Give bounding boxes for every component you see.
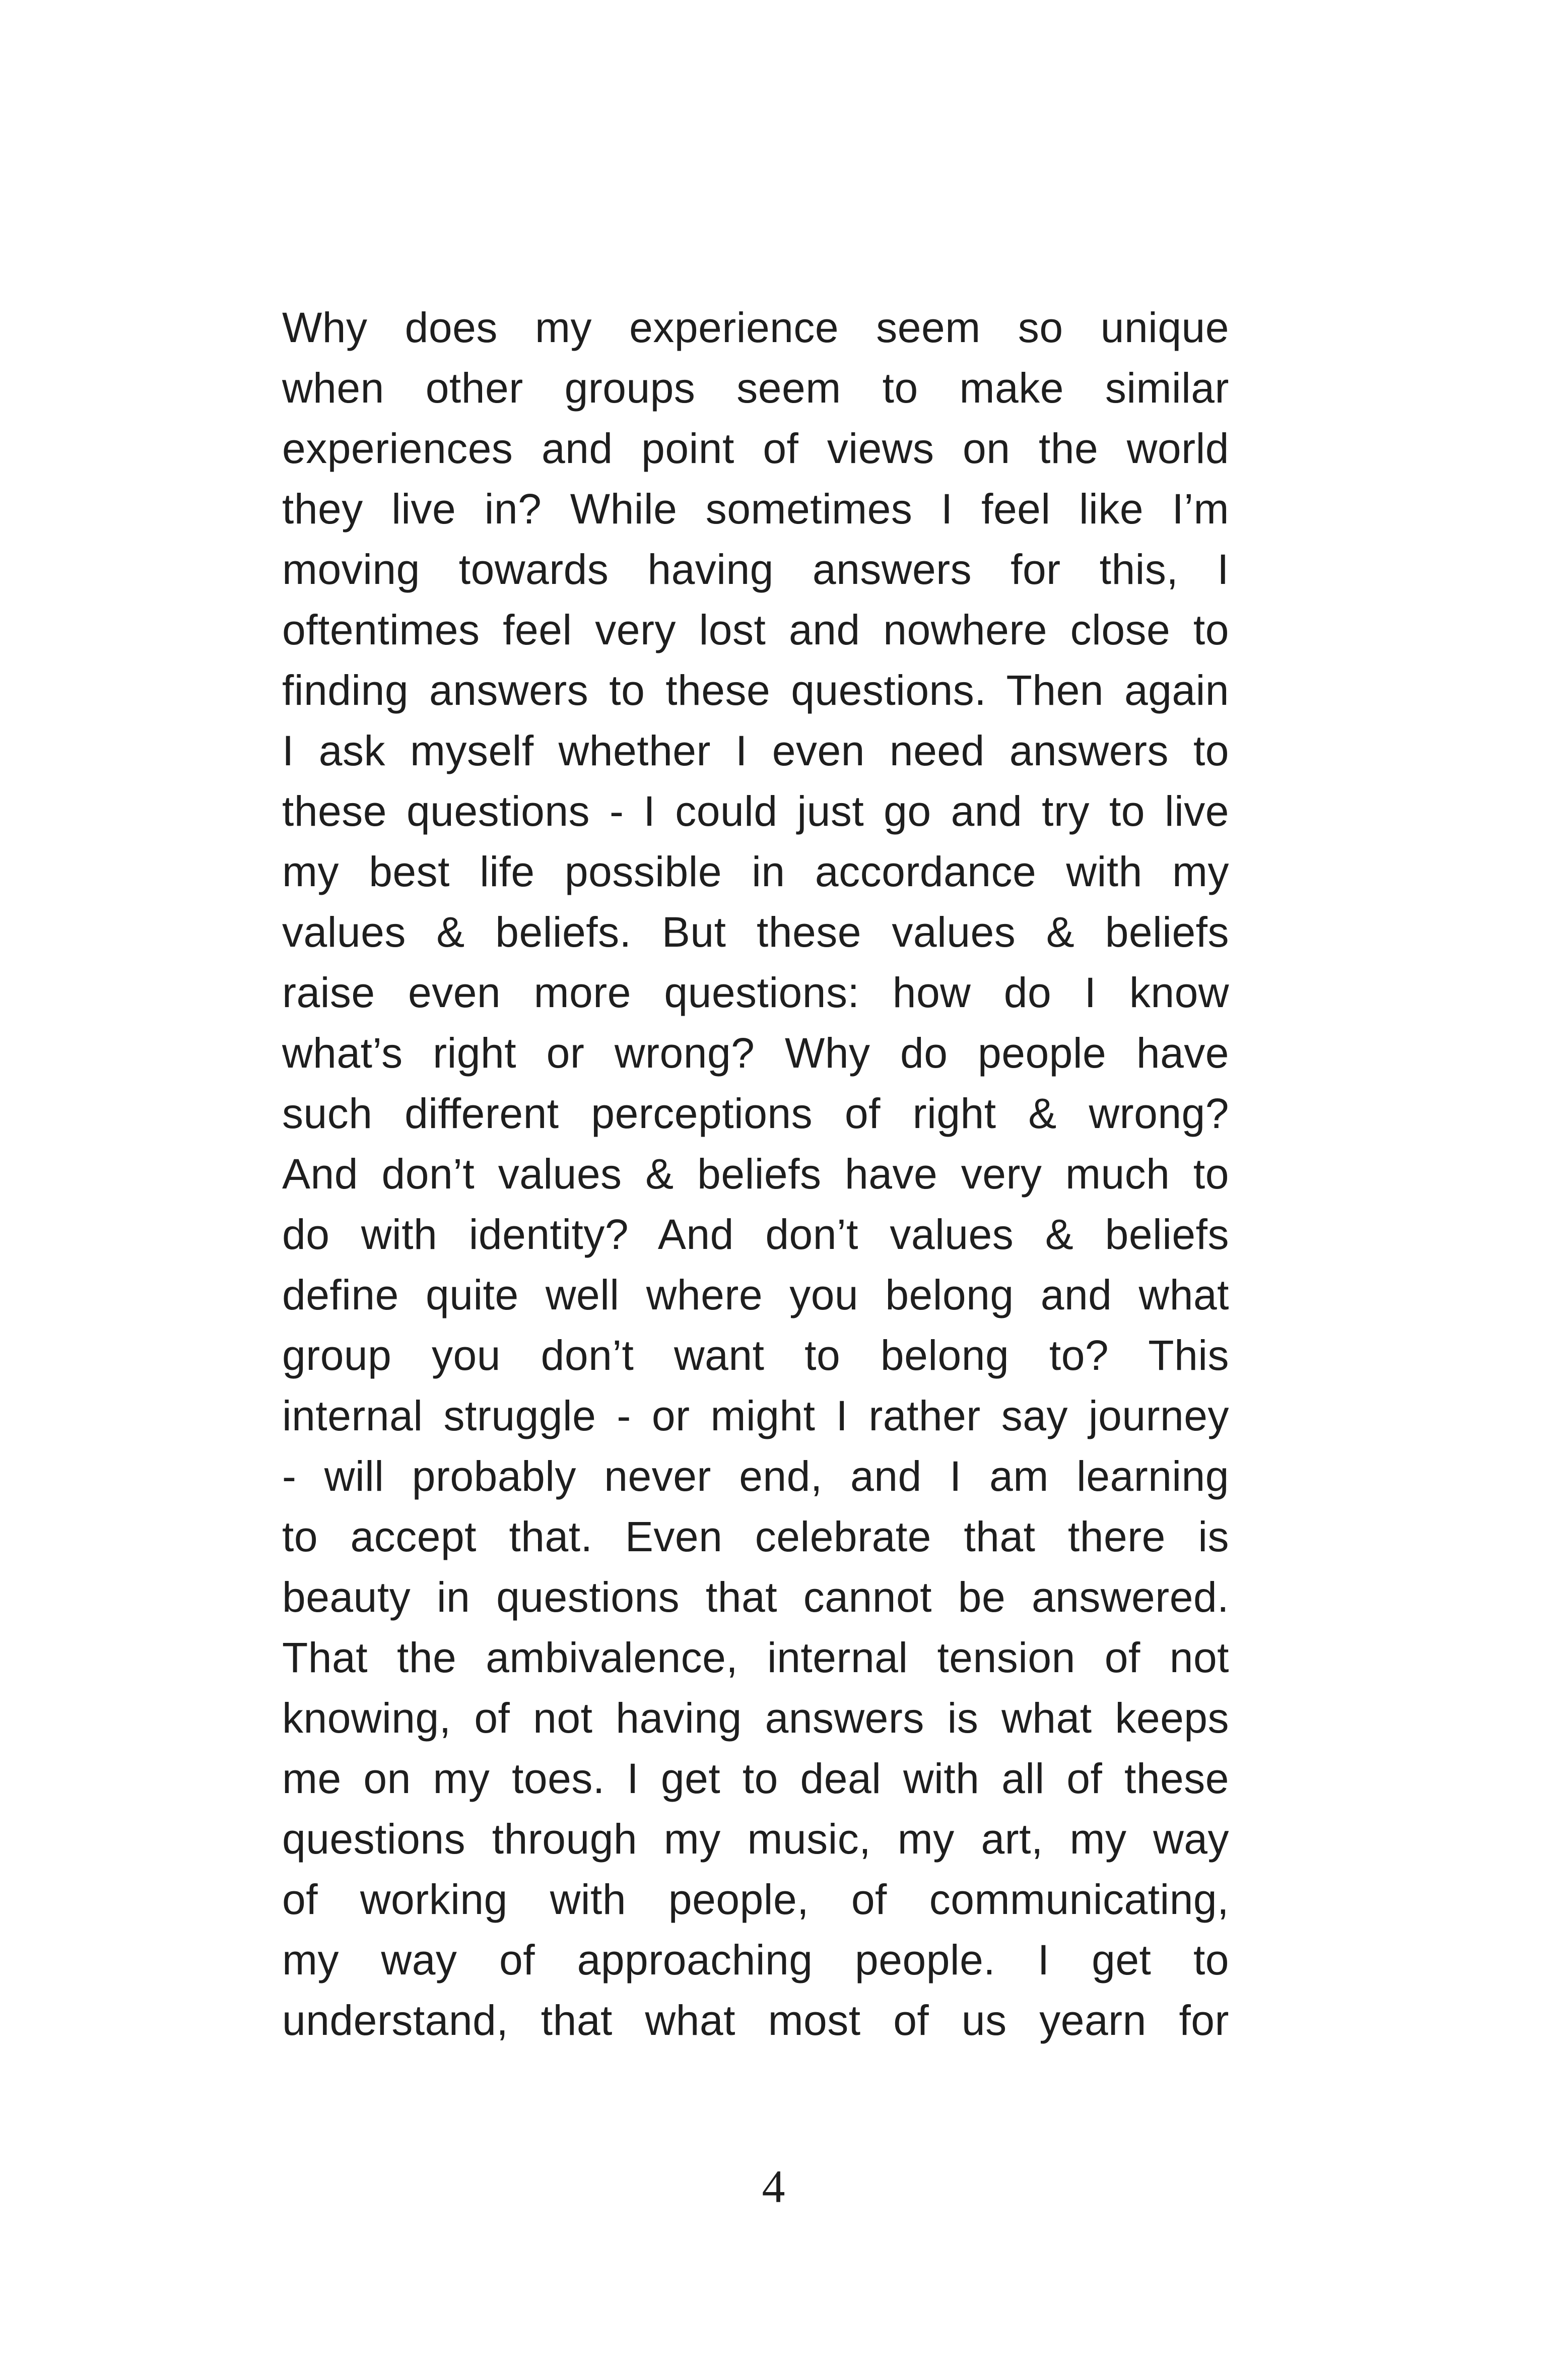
text-line: internal struggle - or might I rather say journey (282, 1392, 1229, 1439)
text-line: me on my toes. I get to deal with all of these (282, 1755, 1229, 1802)
text-line: questions through my music, my art, my way (282, 1815, 1229, 1863)
text-line: they live in? While sometimes I feel like I’m (282, 485, 1229, 533)
text-line: And don’t values & beliefs have very much to (282, 1150, 1229, 1198)
text-line: I ask myself whether I even need answers to (282, 727, 1229, 774)
text-line: That the ambivalence, internal tension of not (282, 1634, 1229, 1681)
text-line: my best life possible in accordance with my (282, 848, 1229, 895)
body-paragraph (282, 297, 1229, 2051)
text-line: knowing, of not having answers is what keeps (282, 1694, 1229, 1742)
text-line: do with identity? And don’t values & beliefs (282, 1211, 1229, 1258)
text-line: experiences and point of views on the world (282, 425, 1229, 472)
page-number: 4 (762, 2161, 785, 2212)
text-line: finding answers to these questions. Then again (282, 667, 1229, 714)
text-line: what’s right or wrong? Why do people have (282, 1029, 1229, 1077)
text-line: to accept that. Even celebrate that there is (282, 1513, 1229, 1560)
text-line: raise even more questions: how do I know (282, 969, 1229, 1016)
text-line: understand, that what most of us yearn for (282, 1997, 1229, 2044)
text-line: when other groups seem to make similar (282, 364, 1229, 412)
text-line: of working with people, of communicating, (282, 1876, 1229, 1923)
text-line: - will probably never end, and I am learning (282, 1452, 1229, 1500)
text-line: these questions - I could just go and try to live (282, 787, 1229, 835)
text-line: such different perceptions of right & wrong? (282, 1090, 1229, 1137)
text-line: moving towards having answers for this, I (282, 546, 1229, 593)
text-line: beauty in questions that cannot be answered. (282, 1573, 1229, 1621)
text-line: define quite well where you belong and what (282, 1271, 1229, 1318)
text-line: Why does my experience seem so unique (282, 304, 1229, 351)
text-line: oftentimes feel very lost and nowhere close to (282, 606, 1229, 653)
text-line: my way of approaching people. I get to (282, 1936, 1229, 1984)
text-line: group you don’t want to belong to? This (282, 1332, 1229, 1379)
text-line: values & beliefs. But these values & beliefs (282, 908, 1229, 956)
